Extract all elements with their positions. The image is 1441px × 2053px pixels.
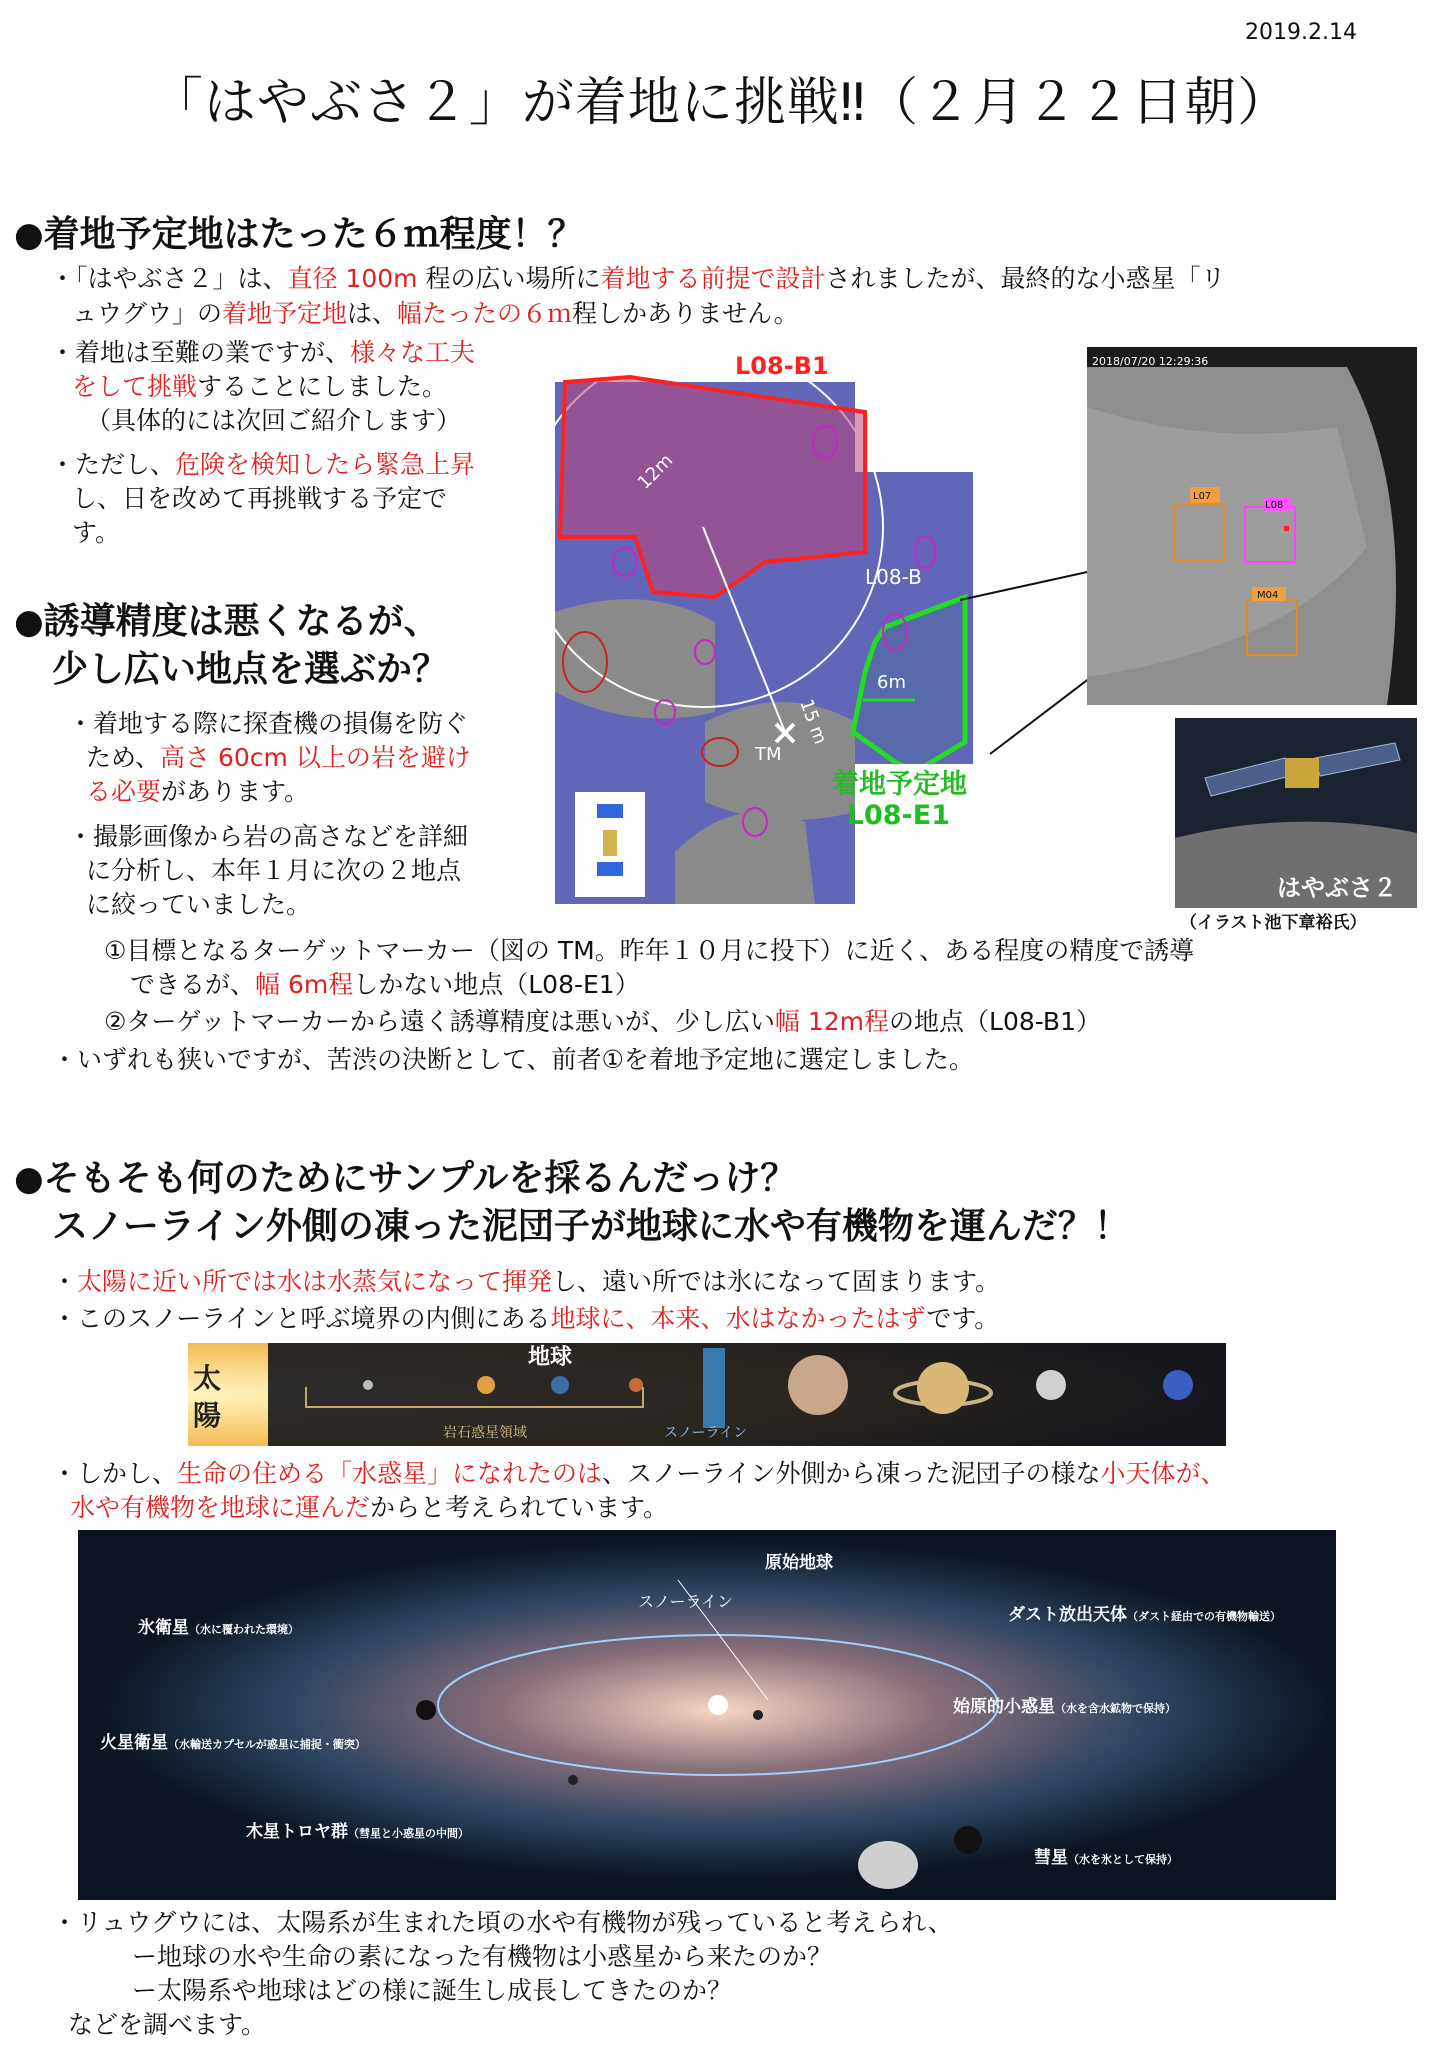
map-label-landing2: L08-E1 [846,800,950,831]
s3-p2: ・このスノーラインと呼ぶ境界の内側にある地球に、本来、水はなかったはずです。 [52,1304,1000,1333]
s2-p1: ・着地する際に探査機の損傷を防ぐ ため、高さ 60cm 以上の岩を避け る必要があります。 [68,709,471,806]
s3-p3: ・しかし、生命の住める「水惑星」になれたのは、スノーライン外側から凍った泥団子の様な小天体が、 水や有機物を地球に運んだからと考えられています。 [52,1459,1226,1522]
protoplanetary-disk [78,1530,1336,1900]
band-earth: 地球 [528,1345,573,1370]
illust-credit: （イラスト池下章裕氏） [1180,913,1367,933]
disk-snowline: スノーライン [638,1592,734,1611]
section1-heading: ●着地予定地はたった６ｍ程度！？ [14,214,584,255]
page-title: 「はやぶさ２」が着地に挑戦‼（２月２２日朝） [150,73,1291,133]
s2-p3: ・いずれも狭いですが、苦渋の決断として、前者①を着地予定地に選定しました。 [52,1045,974,1074]
map-label-landing1: 着地予定地 [832,769,967,800]
s1-p1-line2: ュウグウ」の着地予定地は、幅たったの６ｍ程しかありません。 [72,299,799,328]
s1-p3: ・ただし、危険を検知したら緊急上昇 し、日を改めて再挑戦する予定で す。 [50,450,476,547]
map-label-tm: TM [755,744,782,765]
disk-icy-moon: 氷衛星（水に覆われた環境） [138,1618,299,1638]
band-sun-2: 陽 [193,1399,222,1432]
s2-p2: ・撮影画像から岩の高さなどを詳細 に分析し、本年１月に次の２地点 に絞っていました。 [68,822,469,919]
map-label-6m: 6m [877,672,906,693]
disk-proto-earth: 原始地球 [765,1553,833,1573]
s1-p2: ・着地は至難の業ですが、様々な工夫 をして挑戦することにしました。 （具体的には次回ご紹介します） [50,338,476,435]
disk-dust: ダスト放出天体（ダスト経由での有機物輸送） [1008,1605,1281,1625]
band-sun-1: 太 [193,1362,222,1395]
map-label-15m: 15 m [795,696,831,748]
date: 2019.2.14 [1245,20,1357,45]
ryugu-label-l08: L08 [1265,500,1284,511]
ryugu-label-l07: L07 [1193,491,1212,502]
band-snowline: スノーライン [664,1425,748,1441]
ryugu-timestamp: 2018/07/20 12:29:36 [1092,355,1209,368]
landing-site-map [555,352,973,904]
disk-trojan: 木星トロヤ群（彗星と小惑星の中間） [246,1822,469,1842]
s2-item1: ①目標となるターゲットマーカー（図の TM。昨年１０月に投下）に近く、ある程度の精度で誘導 できるが、幅 6m程しかない地点（L08-E1） [104,936,1195,999]
s2-item2: ②ターゲットマーカーから遠く誘導精度は悪いが、少し広い幅 12m程の地点（L08-B1） [104,1007,1101,1036]
disk-primitive: 始原的小惑星（水を含水鉱物で保持） [953,1697,1176,1717]
section3-heading: ●そもそも何のためにサンプルを採るんだっけ？ スノーライン外側の凍った泥団子が地球に水や有機物を運んだ？！ [14,1158,1130,1247]
section2-heading: ●誘導精度は悪くなるが、 少し広い地点を選ぶか？ [14,601,449,690]
band-rocky: 岩石惑星領域 [443,1425,527,1441]
ryugu-label-m04: M04 [1257,590,1279,601]
ryugu-photo [1087,347,1417,705]
s3-p1: ・太陽に近い所では水は水蒸気になって揮発し、遠い所では氷になって固まります。 [52,1267,1001,1296]
hayabusa2-illustration [1175,718,1417,908]
map-label-12m: 12m [633,450,678,494]
disk-comet: 彗星（水を氷として保持） [1034,1848,1178,1868]
map-label-l08b1: L08-B1 [735,352,829,380]
disk-mars-moon: 火星衛星（水輸送カプセルが惑星に捕捉・衝突） [100,1733,366,1753]
s3-p4: ・リュウグウには、太陽系が生まれた頃の水や有機物が残っていると考えられ、 ー地球の水や生命の素になった有機物は小惑星から来たのか？ ー太陽系や地球はどの様に誕生し成長してきたのか？ などを調べます。 [52,1908,953,2039]
illust-name: はやぶさ２ [1277,874,1397,902]
map-label-l08b: L08-B [865,565,922,589]
solar-system-band [188,1343,1226,1446]
s1-p1-line1: ・「はやぶさ２」は、直径 100m 程の広い場所に着地する前提で設計されましたが、最終的な小惑星「リ [50,264,1226,293]
